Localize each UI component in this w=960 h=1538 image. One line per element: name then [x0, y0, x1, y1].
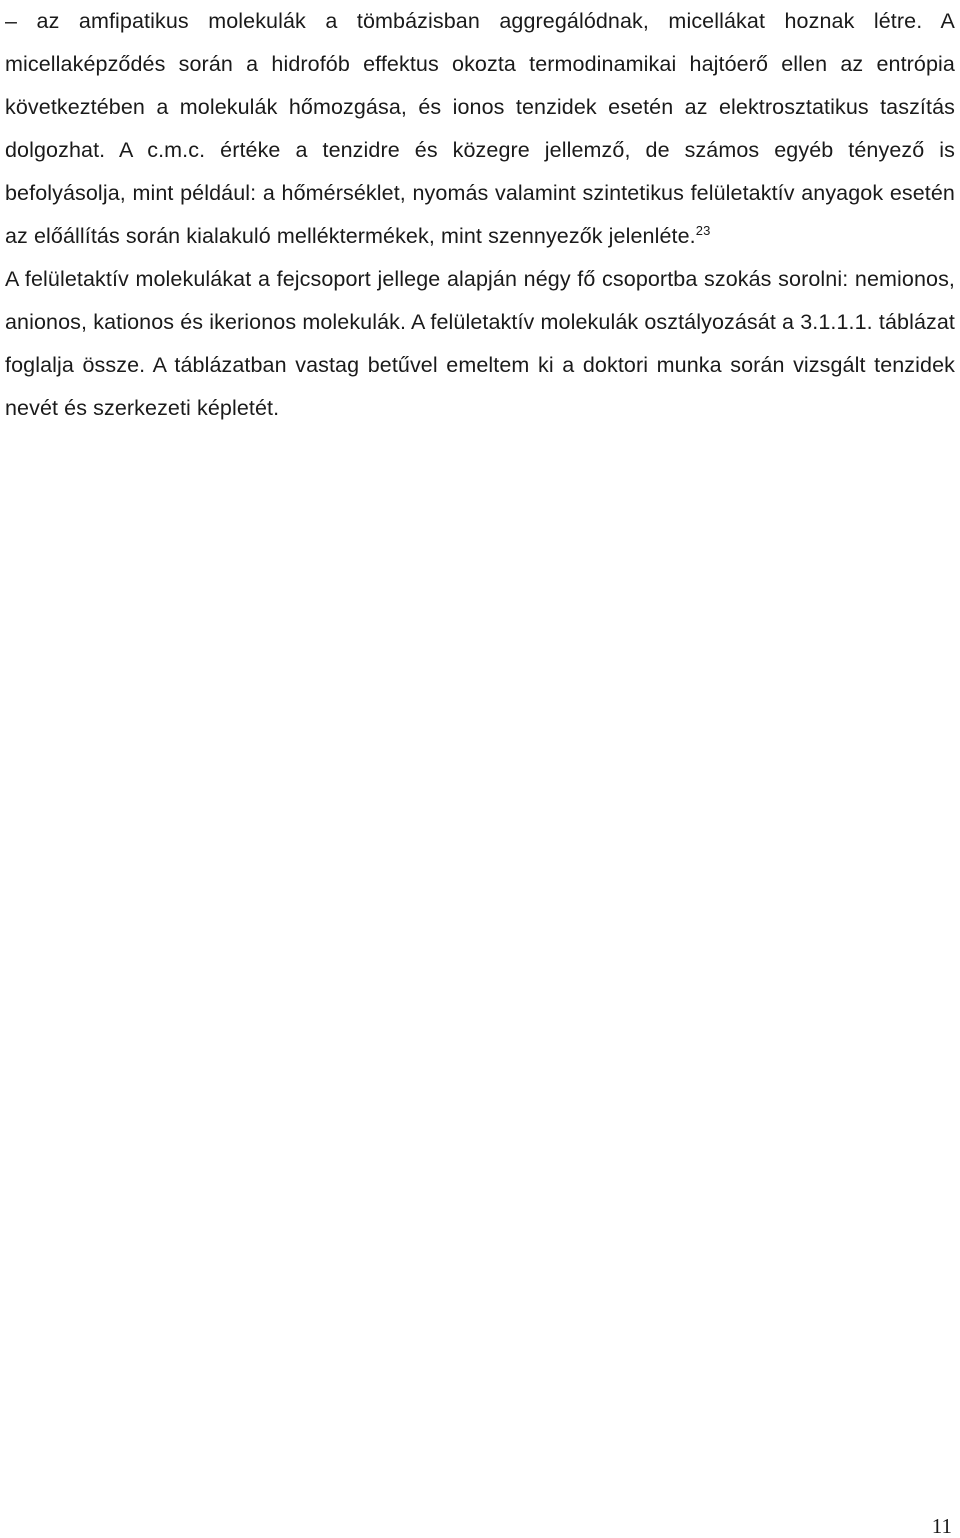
paragraph-text: A felületaktív molekulákat a fejcsoport jellege alapján négy fő csoportba szokás sorolni: nemionos, anionos, kationos és ikerionos molekulák. A felületaktív molekulák osztályozását a 3.1.1.1. táblázat foglalja össze. A táblázatban vastag betűvel emeltem ki a doktori munka során vizsgált tenzidek nevét és szerkezeti képletét.	[5, 267, 955, 420]
page-body	[5, 0, 955, 430]
paragraph-text: – az amfipatikus molekulák a tömbázisban aggregálódnak, micellákat hoznak létre. A micellaképződés során a hidrofób effektus okozta termodinamikai hajtóerő ellen az entrópia következtében a molekulák hőmozgása, és ionos tenzidek esetén az elektrosztatikus taszítás dolgozhat. A c.m.c. értéke a tenzidre és közegre jellemző, de számos egyéb tényező is befolyásolja, mint például: a hőmérséklet, nyomás valamint szintetikus felületaktív anyagok esetén az előállítás során kialakuló melléktermékek, mint szennyezők jelenléte.	[5, 9, 955, 248]
paragraph-surfactant-classification	[5, 258, 955, 430]
footnote-reference: 23	[695, 223, 711, 238]
page-number: 11	[931, 1514, 952, 1538]
paragraph-micelle-formation	[5, 0, 955, 258]
